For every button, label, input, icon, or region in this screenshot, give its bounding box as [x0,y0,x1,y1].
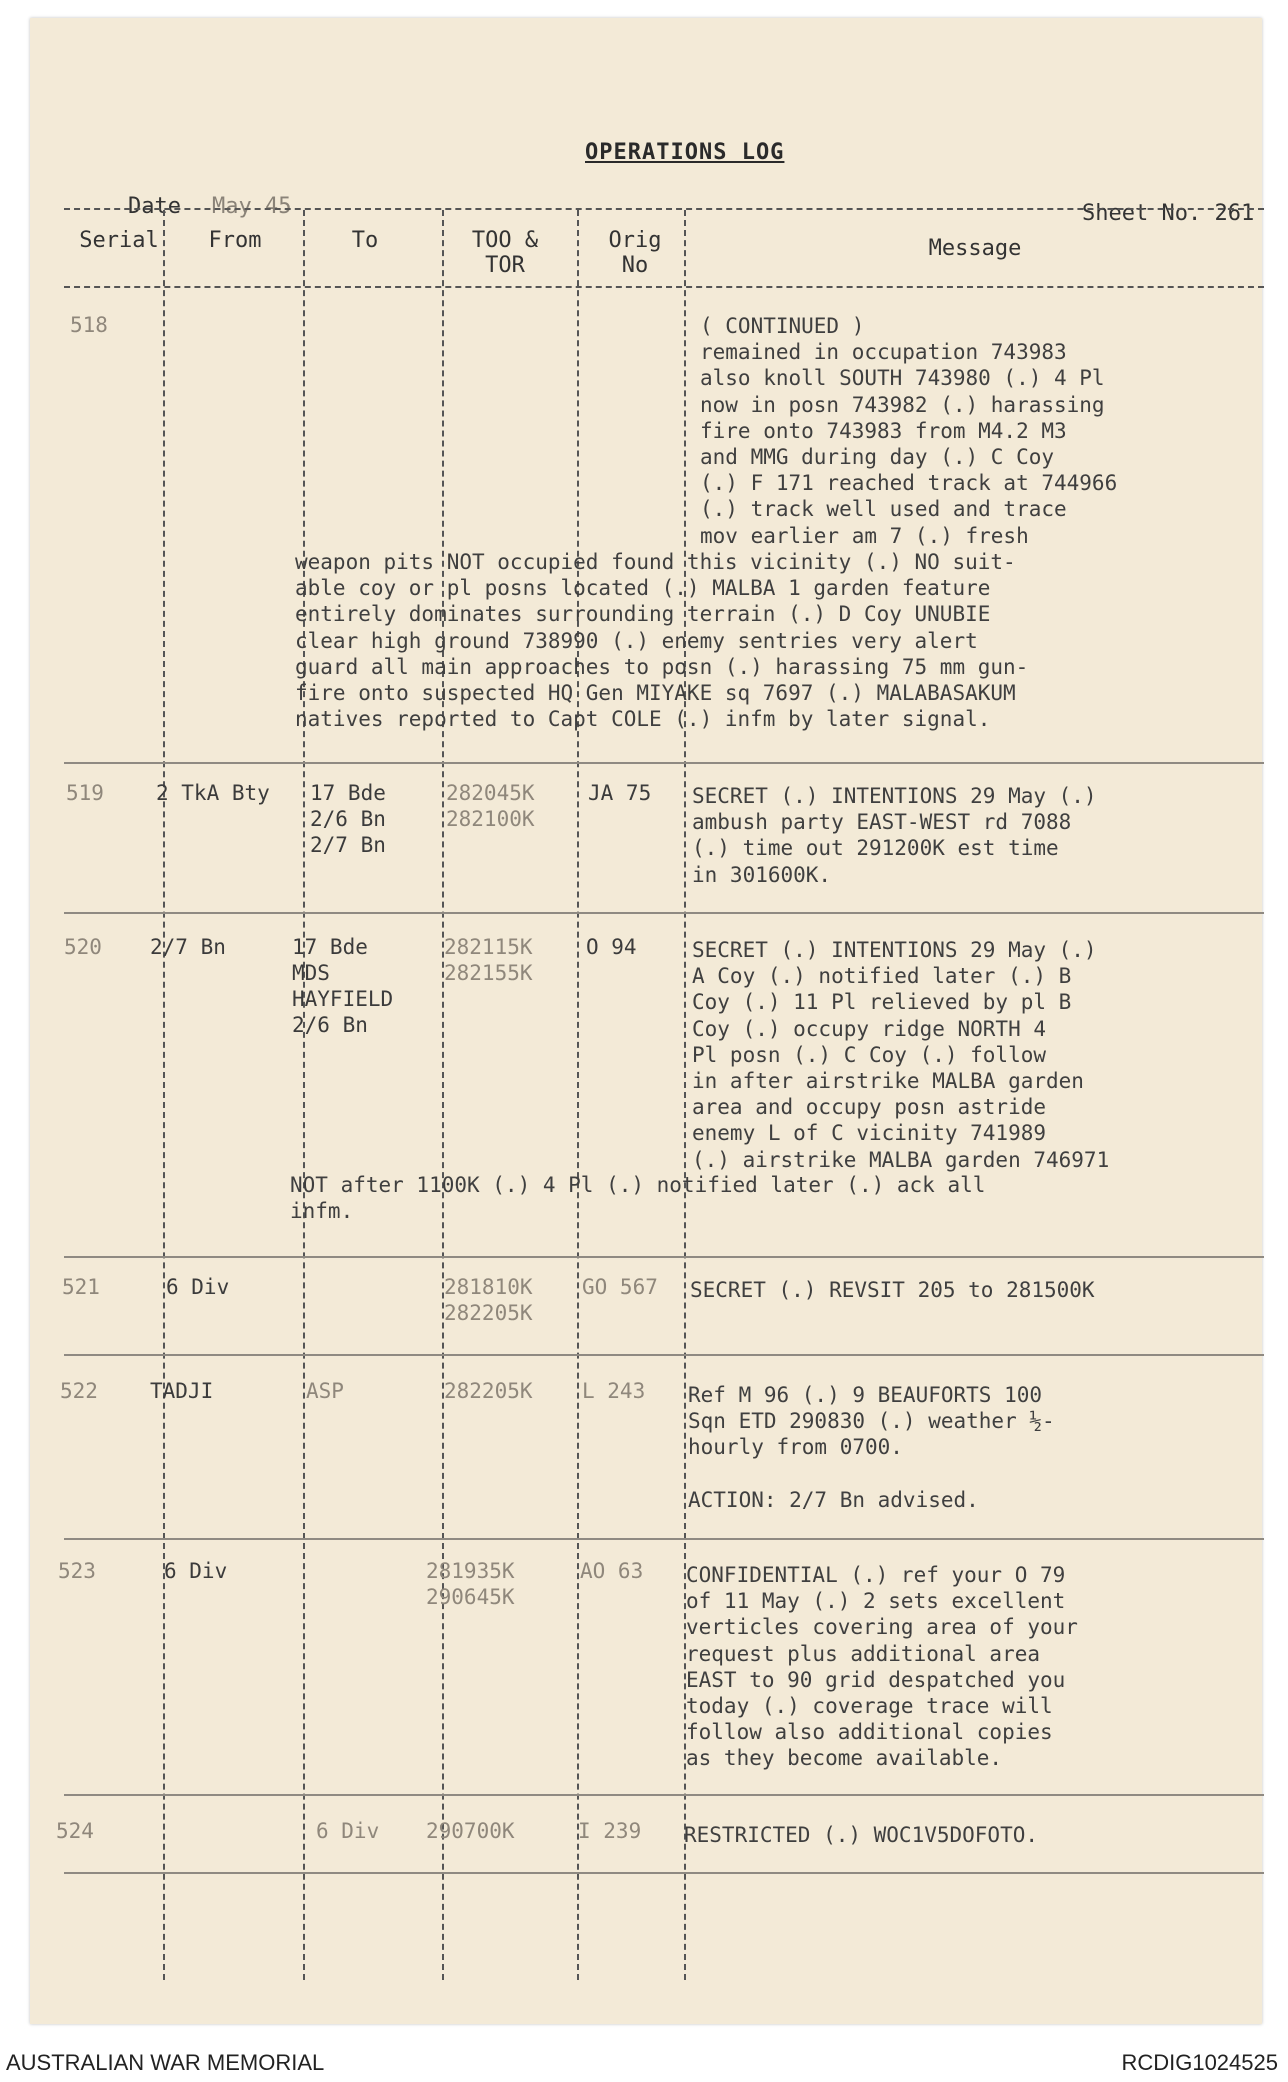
row-serial: 521 [62,1275,100,1299]
row-from: 2 TkA Bty [156,781,270,805]
row-orig-no: L 243 [582,1379,646,1403]
row-message: Ref M 96 (.) 9 BEAUFORTS 100 Sqn ETD 290830 (.) weather ½- hourly from 0700. ACTION: 2/7 Bn advised. [688,1383,1055,1512]
row-from: 6 Div [166,1275,230,1299]
row-too-tor: 282045K 282100K [446,781,535,831]
footer-source: AUSTRALIAN WAR MEMORIAL [6,2050,325,2075]
column-header-to: To [351,228,379,253]
row-orig-no: AO 63 [580,1559,644,1583]
column-divider [577,210,579,1980]
row-divider [64,1794,1264,1796]
page-title: OPERATIONS LOG [585,140,785,165]
row-too-tor: 282205K [444,1379,533,1403]
row-too-tor: 281810K 282205K [444,1275,533,1325]
footer-reference-id: RCDIG1024525 [1121,2050,1278,2075]
column-header-orig-no: Orig No [608,228,662,278]
row-message: CONFIDENTIAL (.) ref your O 79 of 11 May (.) 2 sets excellent verticles covering area of your request plus additional area EAST to 90 grid despatched you today (.) coverage trace will follow also additional copies as they become available. [686,1563,1078,1771]
row-to: 17 Bde MDS HAYFIELD 2/6 Bn [292,935,394,1037]
row-from: 6 Div [164,1559,228,1583]
column-divider [442,210,444,1980]
row-orig-no: GO 567 [582,1275,658,1299]
row-too-tor: 282115K 282155K [444,935,533,985]
row-orig-no: JA 75 [588,781,652,805]
row-serial: 522 [60,1379,98,1403]
row-serial: 518 [70,313,108,337]
column-divider [163,210,165,1980]
date-label: Date [128,194,181,219]
log-sheet [30,18,1262,2024]
row-serial: 523 [58,1559,96,1583]
row-divider [64,762,1264,764]
column-header-message: Message [928,236,1022,261]
row-too-tor: 281935K 290645K [426,1559,515,1609]
column-header-too-tor: TOO & TOR [471,228,539,278]
row-orig-no: O 94 [586,935,637,959]
row-from: 2/7 Bn [150,935,226,959]
row-orig-no: I 239 [578,1819,642,1843]
sheet-number: Sheet No. 261 [1082,201,1255,226]
row-divider [64,1354,1264,1356]
row-divider [64,1872,1264,1874]
row-to: 6 Div [316,1819,380,1843]
column-header-from: From [208,228,262,253]
row-too-tor: 290700K [426,1819,515,1843]
row-message: SECRET (.) INTENTIONS 29 May (.) ambush party EAST-WEST rd 7088 (.) time out 291200K est time in 301600K. [692,784,1097,887]
row-divider [64,1538,1264,1540]
row-serial: 524 [56,1819,94,1843]
column-divider [303,210,305,1980]
row-message-continuation: NOT after 1100K (.) 4 Pl (.) notified later (.) ack all infm. [290,1173,986,1224]
row-divider [64,912,1264,914]
row-message: SECRET (.) INTENTIONS 29 May (.) A Coy (.) notified later (.) B Coy (.) 11 Pl relieved by pl B Coy (.) occupy ridge NORTH 4 Pl posn (.) C Coy (.) follow in after airstrike MALBA garden area and occupy posn astride enemy L of C vicinity 741989 (.) airstrike MALBA garden 746971 [692,938,1110,1172]
row-message-continuation: weapon pits NOT occupied found this vicinity (.) NO suit- able coy or pl posns located (.) MALBA 1 garden feature entirely dominates surrounding terrain (.) D Coy UNUBIE clear high ground 738990 (.) enemy sentries very alert guard all main approaches to posn (.) harassing 75 mm gun- fire onto suspected HQ Gen MIYAKE sq 7697 (.) MALABASAKUM natives reported to Capt COLE (.) infm by later signal. [295,550,1029,732]
row-serial: 519 [66,781,104,805]
row-to: 17 Bde 2/6 Bn 2/7 Bn [310,781,386,857]
row-serial: 520 [64,935,102,959]
row-divider [64,1256,1264,1258]
header-bottom-rule [64,286,1264,288]
row-from: TADJI [150,1379,214,1403]
header-top-rule [64,208,1264,210]
row-message: RESTRICTED (.) WOC1V5DOFOTO. [684,1823,1039,1847]
column-header-serial: Serial [79,228,159,253]
date-value: May 45 [212,194,292,219]
row-message: SECRET (.) REVSIT 205 to 281500K [690,1278,1095,1302]
row-message: ( CONTINUED ) remained in occupation 743983 also knoll SOUTH 743980 (.) 4 Pl now in posn 743982 (.) harassing fire onto 743983 from M4.2 M3 and MMG during day (.) C Coy (.) F 171 reached track at 744966 (.) track well used and trace mov earlier am 7 (.) fresh [700,314,1118,548]
row-to: ASP [306,1379,344,1403]
